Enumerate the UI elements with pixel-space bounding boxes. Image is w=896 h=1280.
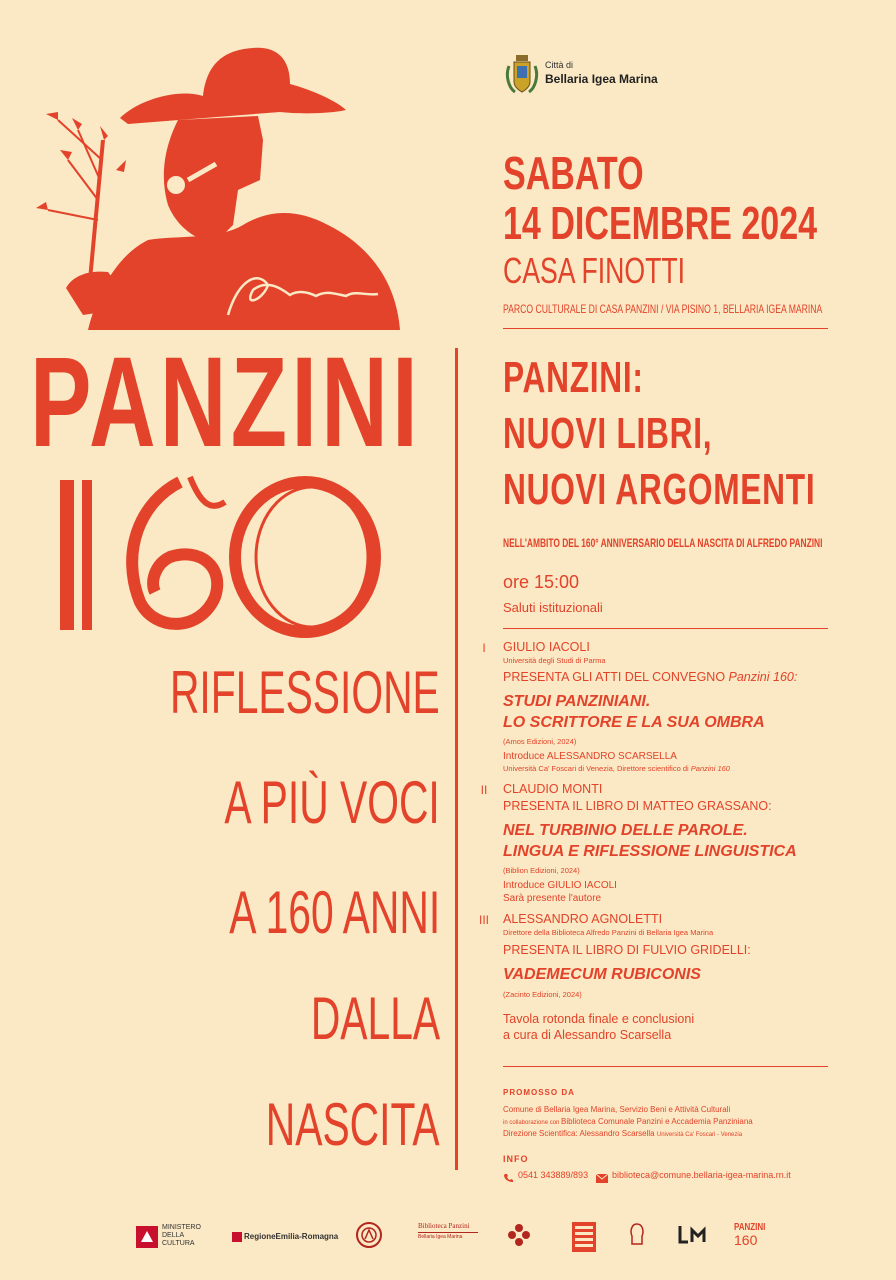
title-160-text: 160 <box>390 637 392 638</box>
logo-seal-icon <box>628 1222 648 1252</box>
event-greetings: Saluti istituzionali <box>503 600 603 615</box>
program-1-speaker: GIULIO IACOLI <box>503 640 590 654</box>
city-logo-line1: Città di <box>545 60 574 70</box>
logo-casa-panzini <box>572 1222 598 1252</box>
event-title-line-2: NUOVI LIBRI, <box>503 409 713 458</box>
subtitle-line-5: NASCITA <box>266 1091 440 1158</box>
info-phone[interactable]: 0541 343889/893 <box>518 1170 589 1180</box>
program-1-affiliation: Università degli Studi di Parma <box>503 656 606 665</box>
program-2-note: Sarà presente l'autore <box>503 893 602 904</box>
event-time: ore 15:00 <box>503 572 580 592</box>
divider-top <box>503 328 828 329</box>
logo-flower-icon <box>506 1222 536 1252</box>
program-1-intro: Introduce ALESSANDRO SCARSELLA <box>503 751 677 762</box>
event-address: PARCO CULTURALE DI CASA PANZINI / VIA PISINO 1, BELLARIA IGEA MARINA <box>503 302 823 316</box>
promoted-line-1: Comune di Bellaria Igea Marina, Servizio Beni e Attività Culturali <box>503 1105 731 1114</box>
divider-program <box>503 628 828 629</box>
program-2-book-line-1: NEL TURBINIO DELLE PAROLE. <box>503 822 748 839</box>
city-logo-line2: Bellaria Igea Marina <box>545 72 658 86</box>
divider-bottom <box>503 1066 828 1067</box>
program-2-presents: PRESENTA IL LIBRO DI MATTEO GRASSANO: <box>503 799 772 813</box>
closing-line-2: a cura di Alessandro Scarsella <box>503 1028 672 1042</box>
program-3-speaker: ALESSANDRO AGNOLETTI <box>503 912 663 926</box>
coat-of-arms-icon <box>505 52 539 96</box>
logo-biblioteca-panzini: Biblioteca Panzini Bellaria Igea Marina <box>418 1222 478 1252</box>
program-2-numeral: II <box>480 783 488 797</box>
promoted-label: PROMOSSO DA <box>503 1088 575 1097</box>
program-1-book-line-1: STUDI PANZINIANI. <box>503 693 651 710</box>
closing-line-1: Tavola rotonda finale e conclusioni <box>503 1012 695 1026</box>
program-3-affiliation: Direttore della Biblioteca Alfredo Panzini di Bellaria Igea Marina <box>503 928 714 937</box>
logo-panzini-160: PANZINI 160 <box>734 1222 766 1248</box>
logo-regione: RegioneEmilia-Romagna <box>232 1222 327 1252</box>
logo-lm-icon <box>678 1222 708 1252</box>
promoted-line-2: in collaborazione con Biblioteca Comunale Panzini e Accademia Panziniana <box>503 1117 753 1126</box>
event-subtitle: NELL'AMBITO DEL 160° ANNIVERSARIO DELLA NASCITA DI ALFREDO PANZINI <box>503 536 823 550</box>
event-day: SABATO <box>503 147 644 199</box>
phone-icon <box>503 1170 514 1188</box>
program-1-numeral: I <box>482 641 486 655</box>
title-160 <box>60 472 390 637</box>
subtitle-line-3: A 160 ANNI <box>229 879 440 946</box>
program-2-book-line-2: LINGUA E RIFLESSIONE LINGUISTICA <box>503 843 797 860</box>
email-icon <box>596 1170 608 1188</box>
program-3-numeral: III <box>478 913 489 927</box>
subtitle-line-2: A PIÙ VOCI <box>224 769 440 836</box>
program-3-presents: PRESENTA IL LIBRO DI FULVIO GRIDELLI: <box>503 943 751 957</box>
title-panzini: PANZINI <box>30 331 423 474</box>
info-label: INFO <box>503 1154 529 1164</box>
subtitle-line-1: RIFLESSIONE <box>170 659 440 726</box>
logo-accademia-icon <box>356 1222 382 1252</box>
event-title-line-1: PANZINI: <box>503 353 644 402</box>
program-1-book-line-2: LO SCRITTORE E LA SUA OMBRA <box>503 714 765 731</box>
event-title-line-3: NUOVI ARGOMENTI <box>503 465 816 514</box>
program-2-intro: Introduce GIULIO IACOLI <box>503 880 617 891</box>
logo-ministero-cultura: MINISTERO DELLA CULTURA <box>136 1222 206 1252</box>
program-2-publisher: (Biblion Edizioni, 2024) <box>503 866 580 875</box>
event-venue: CASA FINOTTI <box>503 250 686 291</box>
panzini-silhouette-illustration <box>28 40 408 330</box>
city-logo <box>505 52 665 96</box>
vertical-divider <box>455 348 458 1170</box>
info-email[interactable]: biblioteca@comune.bellaria-igea-marina.rn.it <box>612 1170 791 1180</box>
program-3-book-line-1: VADEMECUM RUBICONIS <box>503 966 701 983</box>
program-1-intro-detail: Università Ca' Foscari di Venezia, Direttore scientifico di Panzini 160 <box>503 764 730 773</box>
program-2-speaker: CLAUDIO MONTI <box>503 782 603 796</box>
promoted-line-3: Direzione Scientifica: Alessandro Scarsella Università Ca' Foscari - Venezia <box>503 1129 743 1138</box>
event-date: 14 DICEMBRE 2024 <box>503 197 818 249</box>
program-1-presents: PRESENTA GLI ATTI DEL CONVEGNO Panzini 160: <box>503 670 798 684</box>
program-3-publisher: (Zacinto Edizioni, 2024) <box>503 990 582 999</box>
subtitle-line-4: DALLA <box>310 985 440 1052</box>
program-1-publisher: (Amos Edizioni, 2024) <box>503 737 577 746</box>
